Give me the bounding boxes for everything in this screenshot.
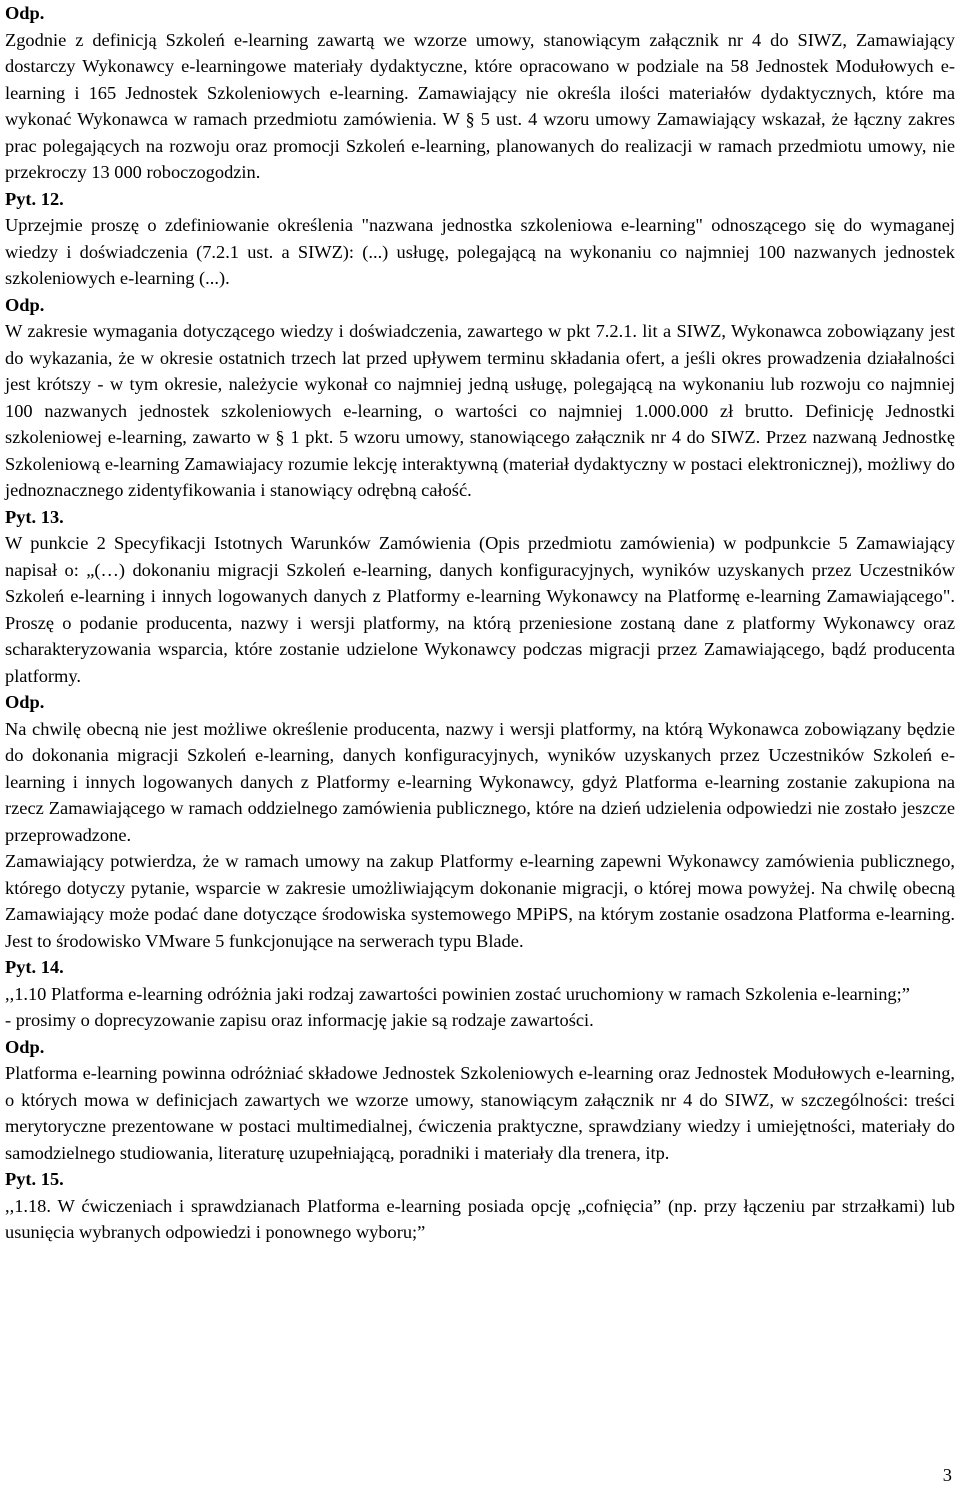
section-label: Pyt. 13. <box>5 506 64 527</box>
paragraph: Platforma e-learning powinna odróżniać składowe Jednostek Szkoleniowych e-learning oraz Jednostek Modułowych e-learning, o których mowa w definicjach zawartych we wzorze umowy, stanowiącym załącznik nr 4 do SIWZ, w szczególności: treści merytoryczne prezentowane w postaci multimedialnej, ćwiczenia praktyczne, sprawdziany wiedzy i umiejętności, materiały do samodzielnego studiowania, literaturę uzupełniającą, poradniki i materiały dla trenera, itp. <box>5 1063 955 1163</box>
section-label: Odp. <box>5 1036 45 1057</box>
paragraph: Zamawiający potwierdza, że w ramach umowy na zakup Platformy e-learning zapewni Wykonawcy zamówienia publicznego, którego dotyczy pytanie, wsparcie w zakresie umożliwiającym dokonanie migracji, o której mowa powyżej. Na chwilę obecną Zamawiający może podać dane dotyczące środowiska systemowego MPiPS, na którym zostanie osadzona Platforma e-learning. Jest to środowisko VMware 5 funkcjonujące na serwerach typu Blade. <box>5 851 955 951</box>
paragraph: ,,1.18. W ćwiczeniach i sprawdzianach Platforma e-learning posiada opcję „cofnięcia” (np. przy łączeniu par strzałkami) lub usunięcia wybranych odpowiedzi i ponownego wyboru;” <box>5 1195 955 1242</box>
paragraph: W punkcie 2 Specyfikacji Istotnych Warunków Zamówienia (Opis przedmiotu zamówienia) w podpunkcie 5 Zamawiający napisał o: „(…) dokonaniu migracji Szkoleń e-learning, danych konfiguracyjnych, wyników uzyskanych przez Uczestników Szkoleń e-learning i innych logowanych danych z Platformy e-learning Wykonawcy na Platformę e-learning Zamawiającego". Proszę o podanie producenta, nazwy i wersji platformy, na którą przeniesione zostaną dane z platformy Wykonawcy oraz scharakteryzowania wsparcia, które zostanie udzielone Wykonawcy podczas migracji przez Zamawiającego, bądź producenta platformy. <box>5 533 955 686</box>
section-label: Pyt. 12. <box>5 188 64 209</box>
document-page <box>5 0 955 1246</box>
paragraph: W zakresie wymagania dotyczącego wiedzy i doświadczenia, zawartego w pkt 7.2.1. lit a SIWZ, Wykonawca zobowiązany jest do wykazania, że w okresie ostatnich trzech lat przed upływem terminu składania ofert, a jeśli okres prowadzenia działalności jest krótszy - w tym okresie, należycie wykonał co najmniej jedną usługę, polegającą na wykonaniu lub rozwoju co najmniej 100 nazwanych jednostek szkoleniowych e-learning, o wartości co najmniej 1.000.000 zł brutto. Definicję Jednostki szkoleniowej e-learning, zawarto w § 1 pkt. 5 wzoru umowy, stanowiącego załącznik nr 4 do SIWZ. Przez nazwaną Jednostkę Szkoleniową e-learning Zamawiajacy rozumie lekcję interaktywną (materiał dydaktyczny w postaci elektronicznej), możliwy do jednoznacznego zidentyfikowania i stanowiący odrębną całość. <box>5 321 955 500</box>
paragraph: Zgodnie z definicją Szkoleń e-learning zawartą we wzorze umowy, stanowiącym załącznik nr 4 do SIWZ, Zamawiający dostarczy Wykonawcy e-learningowe materiały dydaktyczne, które opracowano w podziale na 58 Jednostek Modułowych e-learning i 165 Jednostek Szkoleniowych e-learning. Zamawiający nie określa ilości materiałów dydaktycznych, które ma wykonać Wykonawca w ramach przedmiotu zamówienia. W § 5 ust. 4 wzoru umowy Zamawiający wskazał, że łączny zakres prac polegających na rozwoju oraz promocji Szkoleń e-learning, planowanych do realizacji w ramach przedmiotu umowy, nie przekroczy 13 000 roboczogodzin. <box>5 29 955 182</box>
section-label: Pyt. 15. <box>5 1169 64 1189</box>
section-label: Odp. <box>5 3 45 23</box>
paragraph: Uprzejmie proszę o zdefiniowanie określenia "nazwana jednostka szkoleniowa e-learning" odnoszącego się do wymaganej wiedzy i doświadczenia (7.2.1 ust. a SIWZ): (...) usługę, polegającą na wykonaniu co najmniej 100 nazwanych jednostek szkoleniowych e-learning (...). <box>5 215 955 288</box>
paragraph: ,,1.10 Platforma e-learning odróżnia jaki rodzaj zawartości powinien zostać uruchomiony w ramach Szkolenia e-learning;” <box>5 983 910 1004</box>
paragraph: Na chwilę obecną nie jest możliwe określenie producenta, nazwy i wersji platformy, na którą Wykonawca zobowiązany będzie do dokonania migracji Szkoleń e-learning, danych konfiguracyjnych, wyników uzyskanych przez Uczestników Szkoleń e-learning i innych logowanych danych z Platformy e-learning Wykonawcy, gdyż Platforma e-learning zostanie zakupiona na rzecz Zamawiającego w ramach oddzielnego zamówienia publicznego, które na dzień udzielenia odpowiedzi nie zostało jeszcze przeprowadzone. <box>5 718 955 845</box>
section-label: Odp. <box>5 294 45 315</box>
page-number: 3 <box>942 1465 952 1485</box>
paragraph: - prosimy o doprecyzowanie zapisu oraz informację jakie są rodzaje zawartości. <box>5 1010 594 1030</box>
section-label: Odp. <box>5 692 45 712</box>
section-label: Pyt. 14. <box>5 957 64 977</box>
document-body <box>5 0 955 1246</box>
